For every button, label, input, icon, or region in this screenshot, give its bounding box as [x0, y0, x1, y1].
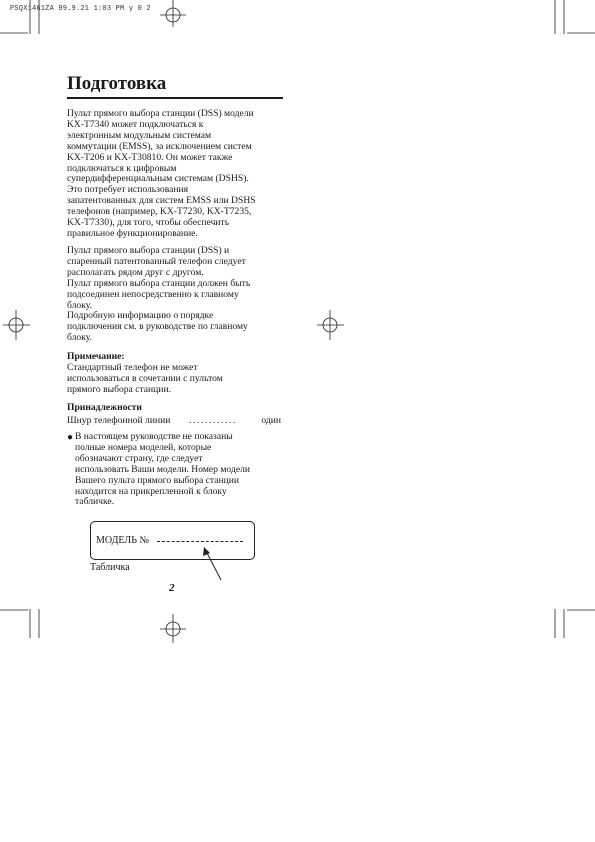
text-line: полные номера моделей, которые [75, 441, 212, 453]
text-line: располагать рядом друг с другом. [67, 266, 204, 278]
text-line: KX-T7340 может подключаться к [67, 118, 204, 130]
text-line: Стандартный телефон не может [67, 361, 198, 373]
text-line: KX-T7330), для того, чтобы обеспечить [67, 217, 230, 229]
text-line: использоваться в сочетании с пультом [67, 372, 223, 384]
text-line: Это потребует использования [67, 184, 189, 196]
accessory-item-name: Шнур телефонной линии [67, 415, 171, 426]
print-slug: PSQX1461ZA 99.9.21 1:03 PM у 0 2 [10, 5, 151, 13]
text-line: телефонов (например, KX-T7230, KX-T7235, [67, 206, 252, 218]
model-number-blank [157, 541, 243, 542]
accessory-item-row [67, 415, 281, 426]
text-line: находится на прикрепленной к блоку [75, 485, 227, 497]
accessories-heading-block [67, 403, 285, 414]
text-line: блоку. [67, 299, 92, 311]
text-line: подключения см. в руководстве по главному [67, 321, 248, 333]
accessories-heading: Принадлежности [67, 402, 142, 413]
text-line: блоку. [67, 332, 92, 344]
note-heading: Примечание: [67, 351, 125, 362]
intro-paragraph [67, 109, 285, 240]
model-number-note [75, 432, 293, 508]
text-line: подключаться к цифровым [67, 162, 177, 174]
text-line: супердифференциальным системам (DSHS). [67, 173, 249, 185]
text-line: электронным модульным системам [67, 129, 212, 141]
placement-paragraph [67, 246, 285, 344]
text-line: Пульт прямого выбора станции должен быть [67, 277, 251, 289]
text-line: правильное функционирование. [67, 227, 198, 239]
text-line: коммутации (EMSS), за исключением систем [67, 140, 252, 152]
text-line: подсоединен непосредственно к главному [67, 288, 239, 300]
page-number: 2 [169, 582, 175, 594]
title-underline [67, 97, 283, 99]
registration-mark-right [317, 310, 344, 340]
text-line: Вашего пульта прямого выбора станции [75, 474, 240, 486]
leader-dots: ............ [189, 415, 237, 426]
text-line: запатентованных для систем EMSS или DSHS [67, 195, 256, 207]
text-line: KX-T206 и KX-T30810. Он может также [67, 151, 233, 163]
text-line: прямого выбора станции. [67, 383, 171, 395]
registration-mark-bottom [160, 614, 186, 643]
text-line: Подробную информацию о порядке [67, 310, 214, 322]
registration-mark-top [160, 0, 186, 27]
note-section [67, 352, 285, 396]
text-line: спаренный патентованный телефон следует [67, 255, 246, 267]
text-line: Пульт прямого выбора станции (DSS) и [67, 245, 230, 256]
bullet-icon: ● [67, 432, 74, 443]
text-line: табличке. [75, 496, 115, 508]
page-title: Подготовка [67, 73, 167, 94]
text-line: использовать Ваши модели. Номер модели [75, 463, 251, 475]
model-label-text: МОДЕЛЬ № [96, 535, 149, 546]
text-line: В настоящем руководстве не показаны [75, 431, 233, 442]
text-line: Пульт прямого выбора станции (DSS) модели [67, 108, 254, 119]
label-caption: Табличка [90, 562, 130, 573]
registration-mark-left [3, 310, 30, 340]
accessory-item-quantity: один [261, 415, 281, 426]
text-line: обозначают страну, где следует [75, 452, 203, 464]
